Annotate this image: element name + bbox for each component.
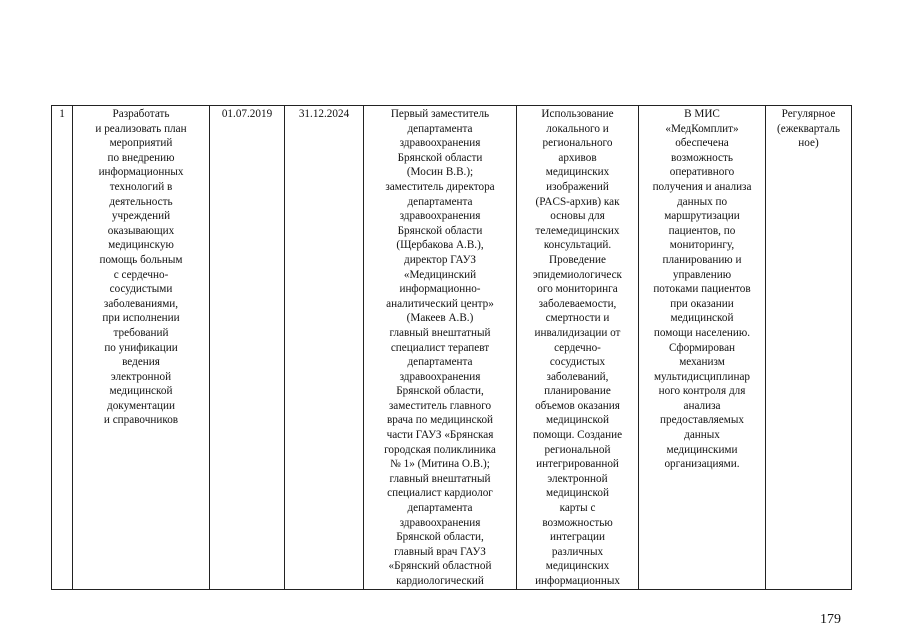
page-number: 179 [820, 612, 841, 627]
row-number: 1 [59, 108, 65, 120]
start-date-cell [210, 106, 285, 590]
table-row [52, 106, 852, 590]
result-text: В МИС «МедКомплит» обеспечена возможность оперативного получения и анализа данных по маршрутизации пациентов, по мониторингу, планированию и управлению потоками пациентов при оказании медицинской помощи населению. Сформирован механизм мультидисциплинар ного контроля для анализа предоставляемых данных медицинскими организациями. [652, 108, 752, 471]
task-text: Разработать и реализовать план мероприятий по внедрению информационных технологий в деятельность учреждений оказывающих медицинскую помощь больным с сердечно- сосудистыми заболеваниями, при исполнении требований по унификации ведения электронной медицинской документации и справочников [95, 108, 187, 427]
task-cell [73, 106, 210, 590]
description-cell [517, 106, 639, 590]
end-date: 31.12.2024 [298, 108, 350, 120]
responsible-cell [364, 106, 517, 590]
result-cell [639, 106, 766, 590]
periodicity-cell [766, 106, 852, 590]
responsible-text: Первый заместитель департамента здравоохранения Брянской области (Мосин В.В.); заместитель директора департамента здравоохранения Брянской области (Щербакова А.В.), директор ГАУЗ «Медицинский информационно- аналитический центр» (Макеев А.В.) главный внештатный специалист терапевт департамента здравоохранения Брянской области, заместитель главного врача по медицинской части ГАУЗ «Брянская городская поликлиника № 1» (Митина О.В.); главный внештатный специалист кардиолог департамента здравоохранения Брянской области, главный врач ГАУЗ «Брянский областной кардиологический [384, 108, 496, 587]
row-number-cell [52, 106, 73, 590]
end-date-cell [285, 106, 364, 590]
start-date: 01.07.2019 [221, 108, 273, 120]
description-text: Использование локального и регионального архивов медицинских изображений (PACS-архив) как основы для телемедицинских консультаций. Проведение эпидемиологическ ого мониторинга заболеваемости, смертности и инвалидизации от сердечно- сосудистых заболеваний, планирование объемов оказания медицинской помощи. Создание региональной интегрированной электронной медицинской карты с возможностью интеграции различных медицинских информационных [532, 108, 623, 587]
periodicity-text: Регулярное (ежекварталь ное) [777, 108, 840, 150]
plan-table [51, 105, 852, 590]
